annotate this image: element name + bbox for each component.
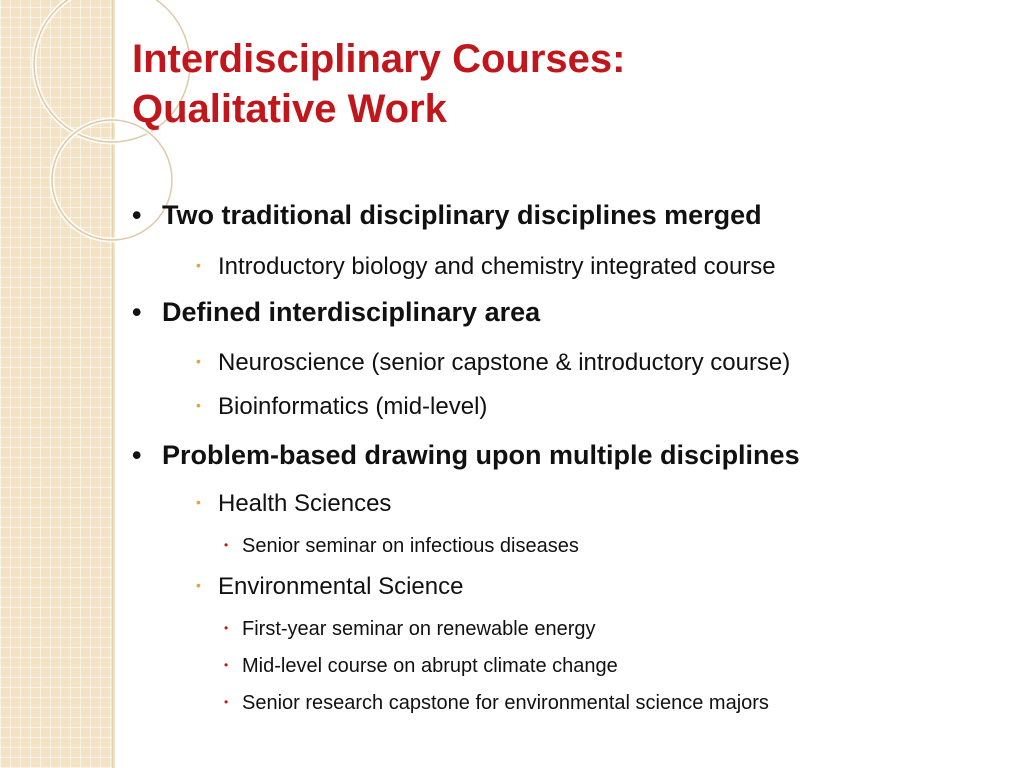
bullet-text: Defined interdisciplinary area bbox=[162, 297, 541, 327]
sub-sub-bullet-dot-icon: • bbox=[224, 658, 229, 672]
sub-sub-bullet-item bbox=[224, 618, 596, 641]
title-line-2: Qualitative Work bbox=[132, 87, 447, 131]
sub-bullet-dot-icon: • bbox=[196, 577, 201, 593]
sub-bullet-text: Introductory biology and chemistry integrated course bbox=[218, 253, 776, 280]
sub-sub-bullet-dot-icon: • bbox=[224, 538, 229, 552]
sub-bullet-dot-icon: • bbox=[196, 353, 201, 369]
sub-bullet-text: Neuroscience (senior capstone & introductory course) bbox=[218, 349, 791, 376]
bullet-item bbox=[132, 200, 762, 231]
sub-sub-bullet-text: Mid-level course on abrupt climate change bbox=[242, 655, 618, 677]
sub-bullet-text: Bioinformatics (mid-level) bbox=[218, 393, 488, 420]
sub-bullet-item bbox=[196, 349, 790, 377]
bullet-item bbox=[132, 297, 540, 328]
sub-bullet-item bbox=[196, 490, 391, 518]
sub-sub-bullet-text: Senior seminar on infectious diseases bbox=[242, 535, 579, 557]
sub-sub-bullet-item bbox=[224, 655, 618, 678]
sub-sub-bullet-text: First-year seminar on renewable energy bbox=[242, 618, 596, 640]
sub-sub-bullet-item bbox=[224, 535, 579, 558]
sub-sub-bullet-item bbox=[224, 692, 769, 715]
bullet-dot-icon: • bbox=[132, 297, 142, 327]
sub-bullet-text: Environmental Science bbox=[218, 573, 464, 600]
sub-bullet-dot-icon: • bbox=[196, 257, 201, 273]
bullet-item bbox=[132, 440, 800, 471]
bullet-text: Two traditional disciplinary disciplines merged bbox=[162, 200, 762, 230]
sub-sub-bullet-dot-icon: • bbox=[224, 695, 229, 709]
sub-sub-bullet-text: Senior research capstone for environmental science majors bbox=[242, 692, 769, 714]
sub-bullet-dot-icon: • bbox=[196, 494, 201, 510]
sub-bullet-text: Health Sciences bbox=[218, 490, 392, 517]
sub-bullet-dot-icon: • bbox=[196, 397, 201, 413]
sub-sub-bullet-dot-icon: • bbox=[224, 621, 229, 635]
sub-bullet-item bbox=[196, 393, 487, 421]
sub-bullet-item bbox=[196, 253, 776, 281]
bullet-text: Problem-based drawing upon multiple disciplines bbox=[162, 440, 800, 470]
bullet-dot-icon: • bbox=[132, 440, 142, 470]
sub-bullet-item bbox=[196, 573, 463, 601]
title-line-1: Interdisciplinary Courses: bbox=[132, 37, 626, 81]
bullet-dot-icon: • bbox=[132, 200, 142, 230]
